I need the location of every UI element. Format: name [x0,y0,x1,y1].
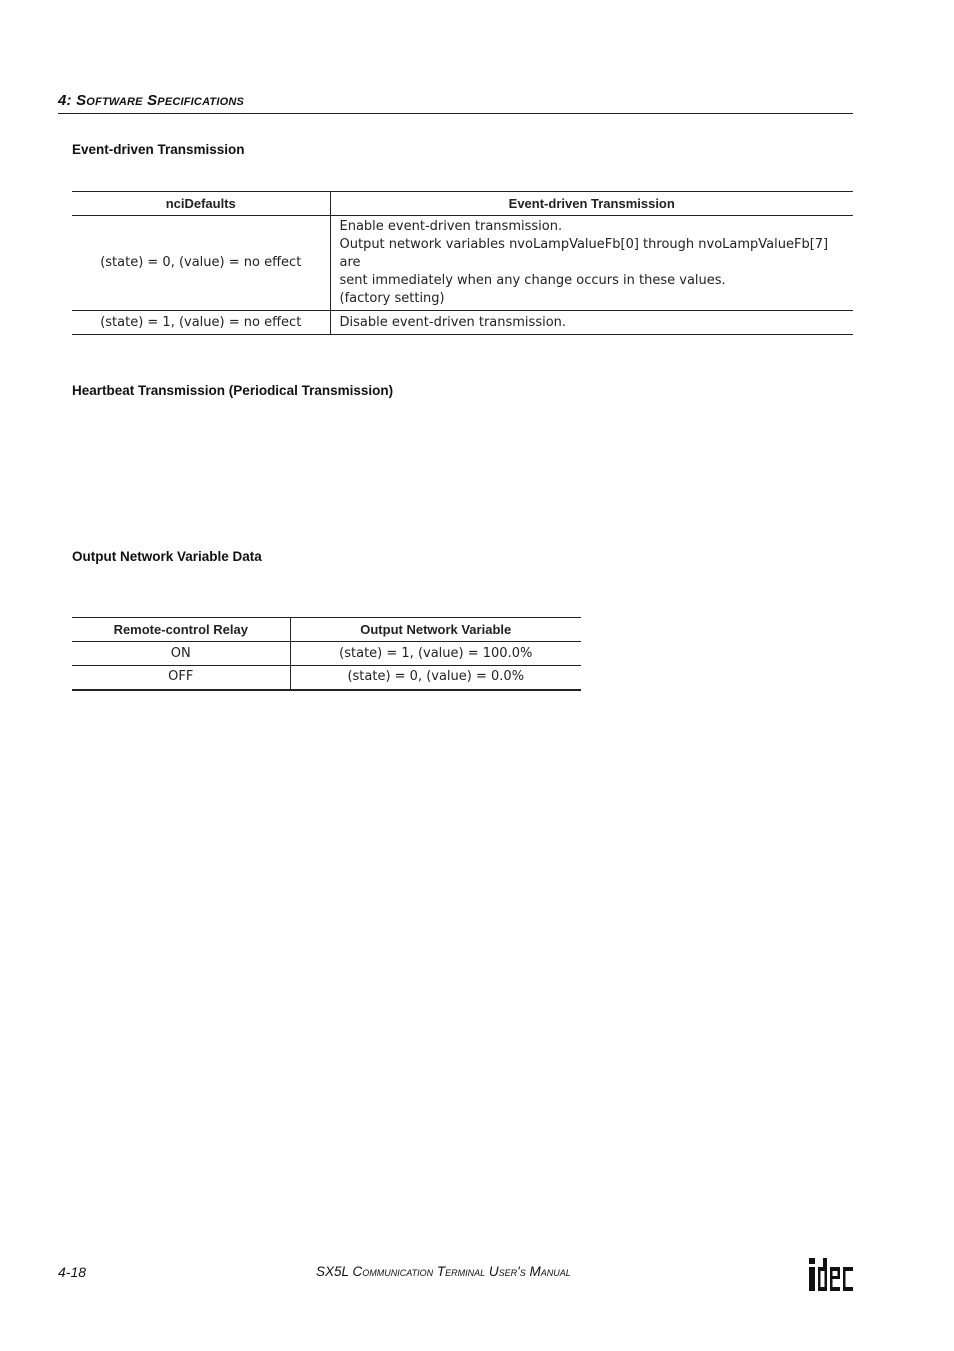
table-row [72,642,581,666]
relay-cell: ON [72,642,290,666]
description-line: Enable event-driven transmission. [339,219,563,234]
description-line: Disable event-driven transmission. [339,314,567,330]
table-row [72,216,853,311]
idec-logo [808,1256,854,1296]
chapter-title: 4: Software Specifications [58,92,853,114]
description-line: sent immediately when any change occurs in these values. [339,273,726,288]
section-heading-output-data: Output Network Variable Data [72,549,262,564]
column-header: Remote-control Relay [72,618,290,642]
table-header-row [72,192,853,216]
section-heading-heartbeat: Heartbeat Transmission (Periodical Transmission) [72,383,394,398]
description-cell [330,311,853,335]
variable-cell: (state) = 1, (value) = 100.0% [290,642,581,666]
manual-title: SX5L Communication Terminal User's Manual [316,1264,571,1279]
section-heading-event-driven: Event-driven Transmission [72,142,245,157]
description-cell [330,216,853,311]
page-number: 4-18 [58,1264,87,1280]
idec-logo-icon [808,1256,854,1292]
relay-cell: OFF [72,666,290,690]
description-line: (factory setting) [339,291,445,306]
column-header: Event-driven Transmission [330,192,853,216]
variable-cell: (state) = 0, (value) = 0.0% [290,666,581,690]
table-header-row [72,618,581,642]
table-row [72,311,853,335]
condition-cell: (state) = 1, (value) = no effect [72,311,330,335]
event-driven-table [72,191,853,335]
condition-cell: (state) = 0, (value) = no effect [72,216,330,311]
column-header: Output Network Variable [290,618,581,642]
description-line: Output network variables nvoLampValueFb[0] through nvoLampValueFb[7] are [339,237,829,270]
table-row [72,666,581,690]
output-variable-table [72,617,581,691]
column-header: nciDefaults [72,192,330,216]
